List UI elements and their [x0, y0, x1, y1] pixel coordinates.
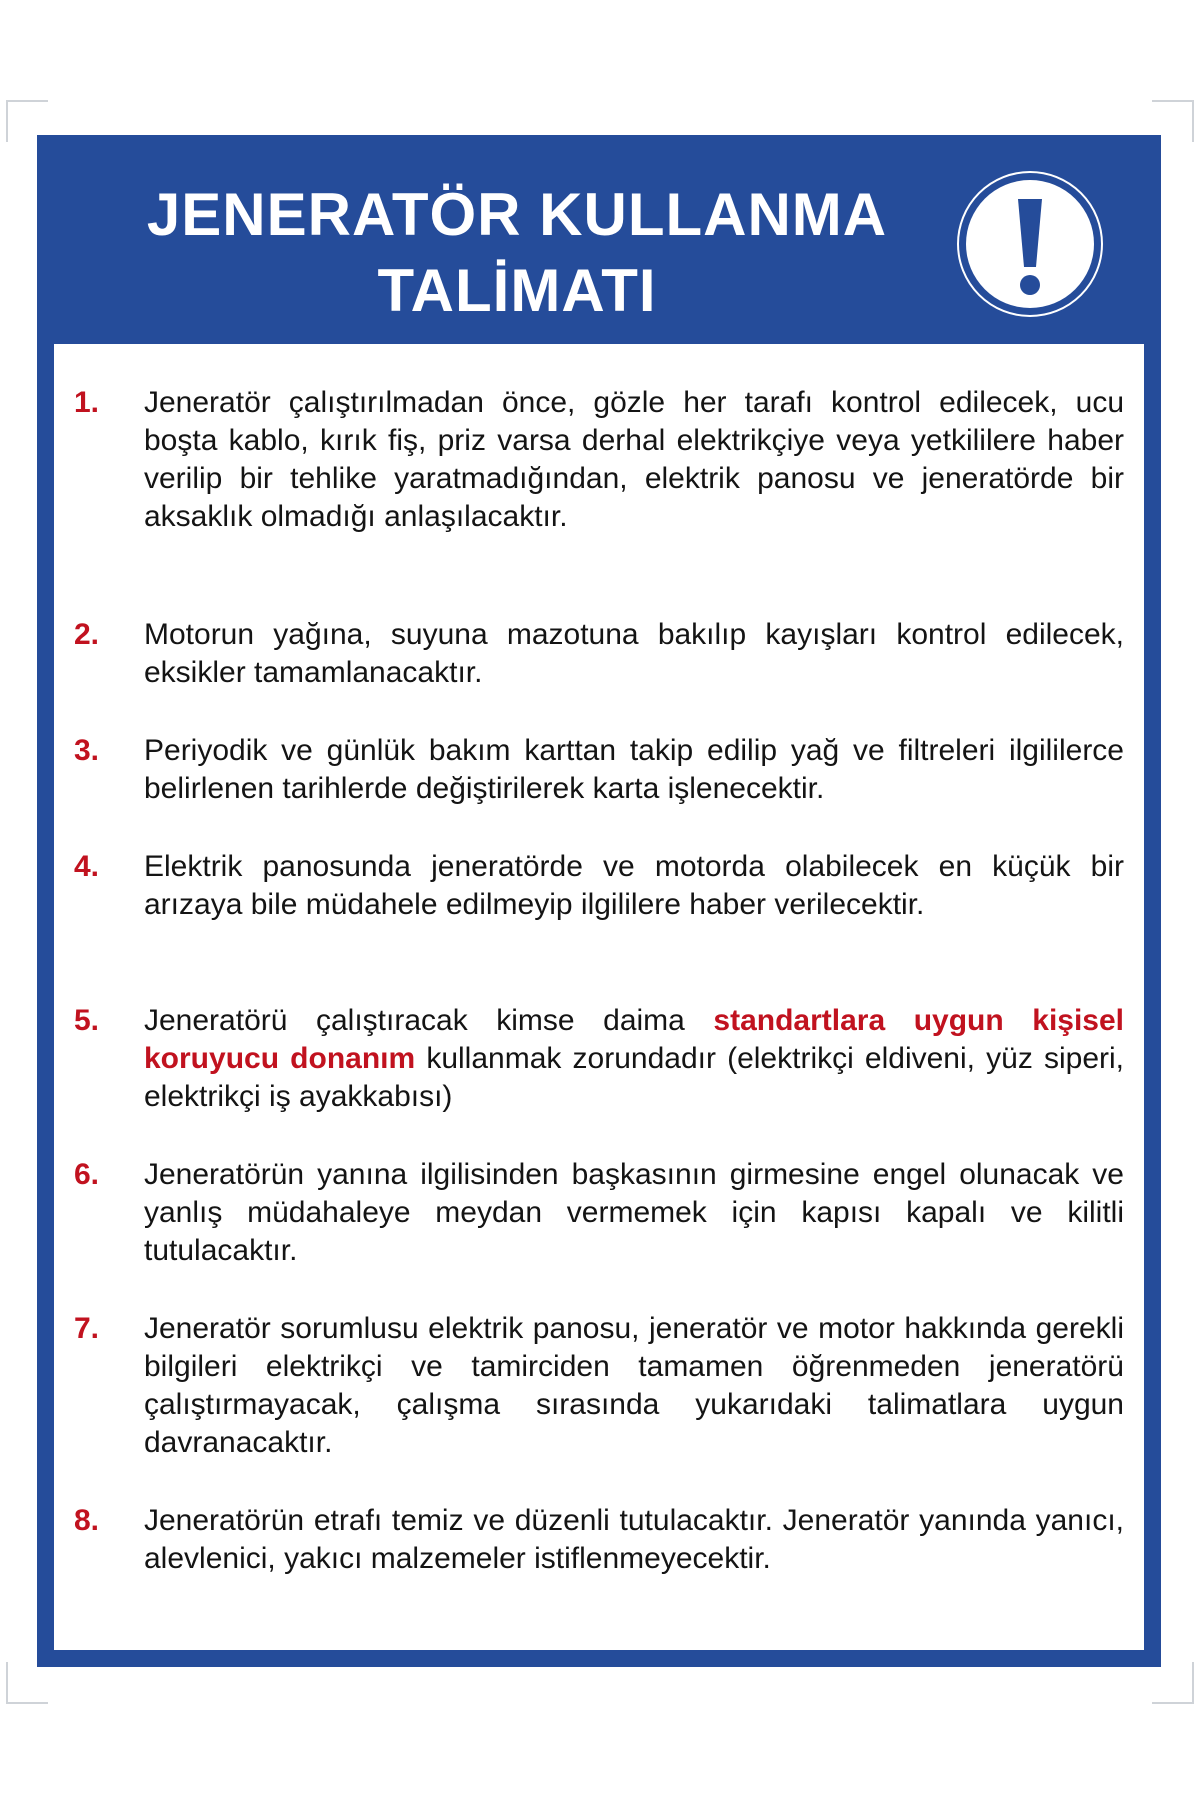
item-text: Motorun yağına, suyuna mazotuna bakılıp kayışları kontrol edilecek, eksikler tamamlanacaktır.	[144, 618, 1124, 689]
item-number: 8.	[74, 1504, 100, 1537]
item-number: 2.	[74, 618, 100, 651]
sign-title	[57, 177, 977, 329]
instruction-sign	[37, 135, 1161, 1667]
item-text: Elektrik panosunda jeneratörde ve motorda olabilecek en küçük bir arızaya bile müdahele edilmeyip ilgililere haber verilecektir.	[144, 850, 1124, 921]
item-text	[144, 1002, 1124, 1116]
item-text-start: Jeneratörü çalıştıracak kimse daima	[144, 1004, 714, 1037]
item-number: 3.	[74, 734, 100, 767]
item-number: 1.	[74, 386, 100, 419]
ppe-highlight: standartlara uygun kişisel koruyucu donanım	[144, 1004, 1125, 1075]
crop-mark-bottom-left	[6, 1662, 48, 1704]
item-number: 4.	[74, 850, 100, 883]
title-line-1: JENERATÖR KULLANMA	[146, 181, 888, 248]
exclamation-circle-icon	[955, 169, 1105, 319]
title-line-2: TALİMATI	[377, 257, 657, 324]
item-text: Jeneratörün yanına ilgilisinden başkasının girmesine engel olunacak ve yanlış müdahaleye meydan vermemek için kapısı kapalı ve kilitli tutulacaktır.	[144, 1158, 1124, 1267]
crop-mark-bottom-right	[1152, 1662, 1194, 1704]
item-text: Jeneratör sorumlusu elektrik panosu, jeneratör ve motor hakkında gerekli bilgileri elektrikçi ve tamirciden tamamen öğrenmeden jeneratörü çalıştırmayacak, çalışma sırasında yukarıdaki talimatlara uygun davranacaktır.	[144, 1312, 1124, 1459]
instructions-list	[54, 344, 1144, 1650]
item-number: 5.	[74, 1004, 100, 1037]
item-text: Jeneratörün etrafı temiz ve düzenli tutulacaktır. Jeneratör yanında yanıcı, alevlenici, yakıcı malzemeler istiflenmeyecektir.	[144, 1504, 1124, 1575]
item-text: Jeneratör çalıştırılmadan önce, gözle her tarafı kontrol edilecek, ucu boşta kablo, kırık fiş, priz varsa derhal elektrikçiye veya yetkililere haber verilip bir tehlike yaratmadığından, elektrik panosu ve jeneratörde bir aksaklık olmadığı anlaşılacaktır.	[144, 386, 1124, 533]
item-number: 6.	[74, 1158, 100, 1191]
item-number: 7.	[74, 1312, 100, 1345]
item-text: Periyodik ve günlük bakım karttan takip edilip yağ ve filtreleri ilgililerce belirlenen tarihlerde değiştirilerek karta işlenecektir.	[144, 734, 1124, 805]
item-text-end: kullanmak zorundadır (elektrikçi eldiveni, yüz siperi, elektrikçi iş ayakkabısı)	[144, 1042, 1124, 1113]
sign-header	[37, 135, 1161, 344]
